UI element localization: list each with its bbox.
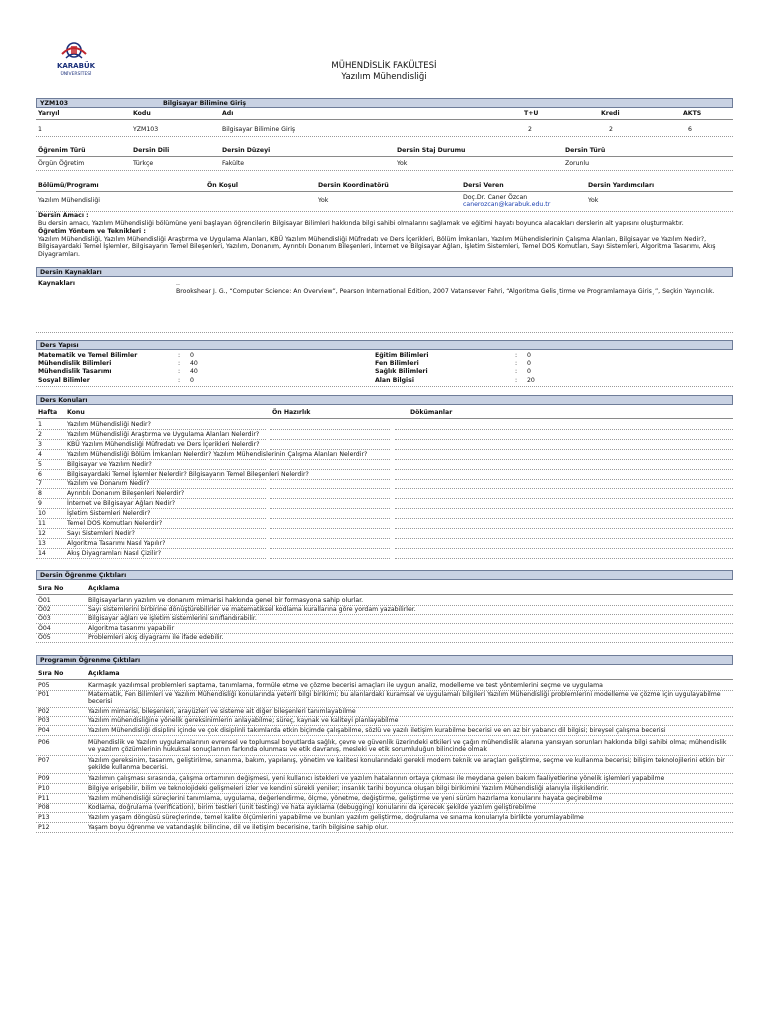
topic-divider — [395, 469, 733, 470]
topic-text: Akış Diyagramları Nasıl Çizilir? — [67, 550, 162, 557]
program-outcome-text: Yazılımın çalışması sırasında, çalışma ortamının değişmesi, yeni kullanıcı istekleri ve yazılım hatalarının ortaya çıkması ile meydana gelen bakım faaliyetlerine yönelik işlemleri yapabilme — [88, 775, 665, 782]
program-outcomes-bar — [36, 655, 733, 665]
topic-week: 9 — [38, 500, 42, 507]
topic-week: 1 — [38, 421, 42, 428]
topic-week: 4 — [38, 451, 42, 458]
topic-divider — [36, 538, 266, 539]
topic-divider — [270, 498, 390, 499]
topics-bar — [36, 395, 733, 405]
topic-divider — [270, 538, 390, 539]
resources-divider — [36, 332, 733, 333]
outcomes-bar — [36, 570, 733, 580]
topic-text: Temel DOS Komutları Nelerdir? — [67, 520, 163, 527]
program-outcome-text: Yazılım gereksinim, tasarım, geliştirilme, sınanma, bakım, yapılanış, yönetim ve kalitesi konularındaki gerekli modern teknik ve araçları geliştirme, seçme ve kullanma becerisi; bilişim teknolojilerini etkin bir şekilde kullanma becerisi. — [88, 757, 725, 772]
program-outcome-text: Matematik, Fen Bilimleri ve Yazılım Mühendisliği konularında yeterli bilgi birikimi; bu alanlardaki kuramsal ve uygulamalı bilgileri Yazılım Mühendisliği problemlerini modelleme ve çözme için uygulayabilme becerisi — [88, 691, 721, 706]
topic-divider — [270, 488, 390, 489]
topic-divider — [270, 429, 390, 430]
topic-divider — [36, 469, 266, 470]
svg-text:ÜNİVERSİTESİ: ÜNİVERSİTESİ — [60, 72, 92, 77]
structure-label: Fen Bilimleri — [375, 360, 419, 367]
program-outcomes-header-row — [36, 669, 733, 680]
col-kodu: Kodu — [133, 110, 151, 117]
col-staj-durumu: Dersin Staj Durumu — [397, 147, 466, 154]
topic-divider — [36, 429, 266, 430]
outcome-no: Ö03 — [38, 615, 51, 622]
val-dersin-dili: Türkçe — [133, 160, 154, 167]
structure-bar — [36, 340, 733, 350]
val-koordinator: Yok — [318, 197, 329, 204]
program-outcome-text: Bilgiye erişebilir, bilim ve teknolojideki gelişmeleri izler ve kendini sürekli yeniler; insanlık tarihi boyunca oluşan bilgi birikimini Yazılım Mühendisliği alanıyla ilişkilendirir. — [88, 785, 609, 792]
topic-divider — [270, 469, 390, 470]
structure-value: 40 — [190, 360, 198, 367]
structure-label: Alan Bilgisi — [375, 377, 414, 384]
col-dersin-dili: Dersin Dili — [133, 147, 170, 154]
structure-colon: : — [178, 360, 181, 367]
structure-colon: : — [178, 368, 181, 375]
lecturer-email-link[interactable]: canerozcan@karabuk.edu.tr — [463, 201, 551, 208]
col-dersi-veren: Dersi Veren — [463, 182, 504, 189]
info1-values-row — [36, 160, 733, 171]
structure-colon: : — [178, 352, 181, 359]
val-kodu: YZM103 — [133, 126, 159, 133]
col-akts: AKTS — [683, 110, 702, 117]
structure-value: 20 — [527, 377, 535, 384]
topic-divider — [36, 498, 266, 499]
topic-text: Algoritma Tasarımı Nasıl Yapılır? — [67, 540, 166, 547]
outcome-text: Algoritma tasarımı yapabilir — [88, 625, 175, 632]
topic-text: Yazılım Mühendisliği Araştırma ve Uygulama Alanları Nelerdir? — [67, 431, 260, 438]
col-dokumanlar: Dökümanlar — [410, 409, 453, 416]
course-values-row — [36, 126, 733, 137]
topic-divider — [395, 449, 733, 450]
course-bar — [36, 98, 733, 108]
structure-colon: : — [515, 360, 518, 367]
topic-week: 2 — [38, 431, 42, 438]
program-outcome-divider — [36, 822, 733, 823]
program-outcome-no: P13 — [38, 814, 50, 821]
topic-divider — [270, 558, 390, 559]
topic-week: 8 — [38, 490, 42, 497]
topic-week: 3 — [38, 441, 42, 448]
col-konu: Konu — [67, 409, 85, 416]
aim-title: Dersin Amacı : — [38, 212, 89, 219]
course-code-bar: YZM103 — [40, 100, 69, 107]
val-kredi: 2 — [609, 126, 613, 133]
resources-label: Kaynakları — [38, 280, 75, 287]
col-yariyil: Yarıyıl — [38, 110, 60, 117]
program-outcome-text: Kodlama, doğrulama (verification), birim testleri (unit testing) ve hata ayıklama (debugging) konularını da içerecek şekilde yazılım geliştirebilme — [88, 804, 537, 811]
structure-colon: : — [515, 352, 518, 359]
topic-divider — [395, 459, 733, 460]
program-outcome-text: Yazılım yaşam döngüsü süreçlerinde, temel kalite ölçümlerini yapabilme ve bunları yazılım geliştirme, doğrulama ve sınama konularıyla birlikte yorumlayabilme — [88, 814, 584, 821]
outcome-divider — [36, 642, 733, 643]
topic-divider — [395, 558, 733, 559]
col-aciklama: Açıklama — [88, 585, 120, 592]
info1-header-row — [36, 146, 733, 157]
program-outcome-no: P10 — [38, 785, 50, 792]
program-outcome-no: P07 — [38, 757, 50, 764]
structure-bar-label: Ders Yapısı — [40, 342, 79, 349]
topic-divider — [270, 459, 390, 460]
val-tu: 2 — [528, 126, 532, 133]
val-yariyil: 1 — [38, 126, 42, 133]
topic-divider — [395, 538, 733, 539]
topic-divider — [395, 508, 733, 509]
topic-divider — [395, 429, 733, 430]
topic-divider — [36, 508, 266, 509]
outcome-divider — [36, 623, 733, 624]
structure-colon: : — [515, 368, 518, 375]
topic-divider — [395, 479, 733, 480]
structure-value: 0 — [527, 368, 531, 375]
topic-divider — [36, 548, 266, 549]
program-outcome-no: P06 — [38, 739, 50, 746]
val-dersin-turu: Zorunlu — [565, 160, 590, 167]
col-on-kosul: Ön Koşul — [207, 182, 238, 189]
outcome-text: Problemleri akış diyagramı ile ifade edebilir. — [88, 634, 224, 641]
col-dersin-duzeyi: Dersin Düzeyi — [222, 147, 271, 154]
program-outcome-no: P04 — [38, 727, 50, 734]
program-outcome-no: P11 — [38, 795, 50, 802]
topic-week: 12 — [38, 530, 46, 537]
topic-week: 6 — [38, 471, 42, 478]
topic-divider — [36, 488, 266, 489]
program-outcome-text: Yazılım mimarisi, bileşenleri, arayüzleri ve sisteme ait diğer bileşenleri tanımlayabilme — [88, 708, 356, 715]
topic-divider — [395, 488, 733, 489]
resources-dots: .. — [176, 280, 180, 287]
outcome-no: Ö05 — [38, 634, 51, 641]
program-outcome-text: Yazılım Mühendisliği disiplini içinde ve çok disiplinli takımlarda etkin biçimde çalışabilme, sözlü ve yazılı iletişim kurabilme becerisi ve en az bir yabancı dil bilgisi; bireysel çalışma becerisi — [88, 727, 666, 734]
topic-text: Bilgisayar ve Yazılım Nedir? — [67, 461, 152, 468]
topic-text: Yazılım ve Donanım Nedir? — [67, 480, 150, 487]
outcomes-bar-label: Dersin Öğrenme Çıktıları — [40, 572, 127, 579]
topic-divider — [270, 508, 390, 509]
topic-text: İşletim Sistemleri Nelerdir? — [67, 510, 151, 517]
info2-values-row — [36, 194, 733, 212]
col-aciklama: Açıklama — [88, 670, 120, 677]
col-tu: T+U — [524, 110, 539, 117]
topic-divider — [270, 528, 390, 529]
topics-header-row — [36, 408, 733, 419]
val-akts: 6 — [688, 126, 692, 133]
program-outcome-no: P05 — [38, 682, 50, 689]
program-outcome-no: P03 — [38, 717, 50, 724]
col-sira-no: Sıra No — [38, 585, 64, 592]
program-outcome-no: P08 — [38, 804, 50, 811]
program-outcome-text: Yazılım mühendisliğine yönelik gereksinimlerin anlayabilme; süreç, kaynak ve kaliteyi planlayabilme — [88, 717, 399, 724]
topic-week: 10 — [38, 510, 46, 517]
col-koordinator: Dersin Koordinatörü — [318, 182, 389, 189]
topics-bar-label: Ders Konuları — [40, 397, 88, 404]
topic-divider — [36, 439, 266, 440]
program-outcomes-bar-label: Programın Öğrenme Çıktıları — [40, 657, 141, 664]
structure-value: 40 — [190, 368, 198, 375]
topic-text: Yazılım Mühendisliği Nedir? — [67, 421, 151, 428]
col-ogrenim-turu: Öğrenim Türü — [38, 147, 86, 154]
val-lecturer: Doç.Dr. Caner Özcan — [463, 194, 528, 201]
faculty-title: MÜHENDİSLİK FAKÜLTESİ — [331, 61, 437, 71]
structure-label: Sosyal Bilimler — [38, 377, 90, 384]
topic-week: 7 — [38, 480, 42, 487]
topic-week: 14 — [38, 550, 46, 557]
col-sira-no: Sıra No — [38, 670, 64, 677]
topic-divider — [270, 439, 390, 440]
aim-text: Bu dersin amacı, Yazılım Mühendisliği bölümüne yeni başlayan öğrencilerin Bilgisayar Bilimleri hakkında bilgi sahibi olmalarını sağlamak ve eğitimi hayatı boyunca alacakları derslerin alt yapısını oluşturmaktır. — [38, 220, 684, 227]
topic-divider — [270, 548, 390, 549]
structure-label: Mühendislik Bilimleri — [38, 360, 112, 367]
program-outcome-no: P12 — [38, 824, 50, 831]
structure-value: 0 — [527, 352, 531, 359]
topic-divider — [36, 449, 266, 450]
structure-label: Sağlık Bilimleri — [375, 368, 428, 375]
topic-text: Yazılım Mühendisliği Bölüm İmkanları Nelerdir? Yazılım Mühendislerinin Çalışma Alanları Nelerdir? — [67, 451, 368, 458]
topic-week: 11 — [38, 520, 46, 527]
val-program: Yazılım Mühendisliği — [38, 197, 100, 204]
val-adi: Bilgisayar Bilimine Giriş — [222, 126, 296, 133]
topic-divider — [270, 518, 390, 519]
resources-bar-label: Dersin Kaynakları — [40, 269, 102, 276]
structure-colon: : — [515, 377, 518, 384]
col-kredi: Kredi — [601, 110, 620, 117]
col-dersin-turu: Dersin Türü — [565, 147, 606, 154]
info2-header-row — [36, 181, 733, 192]
col-bolum: Bölümü/Programı — [38, 182, 99, 189]
topic-divider — [395, 439, 733, 440]
topic-week: 13 — [38, 540, 46, 547]
topic-divider — [395, 548, 733, 549]
course-name-bar: Bilgisayar Bilimine Giriş — [163, 100, 247, 107]
structure-value: 0 — [190, 377, 194, 384]
program-outcome-text: Karmaşık yazılımsal problemleri saptama, tanımlama, formüle etme ve çözme becerisi amaçları ile uygun analiz, modelleme ve test yöntemlerini seçme ve uygulama — [88, 682, 603, 689]
outcome-text: Bilgisayarların yazılım ve donanım mimarisi hakkında genel bir formasyona sahip olurlar. — [88, 597, 364, 604]
structure-value: 0 — [190, 352, 194, 359]
structure-value: 0 — [527, 360, 531, 367]
program-outcome-text: Mühendislik ve Yazılım uygulamalarının evrensel ve toplumsal boyutlarda sağlık, çevre ve güvenlik üzerindeki etkileri ve çağın mühendislik alanına yansıyan sorunları hakkında bilgi sahibi olma; mühendislik ve yazılım çözümlerinin hukuksal sonuçlarının farkında olunması ve etik davranış, mesleki ve etik sorumluluğun bilincinde olmak — [88, 739, 727, 754]
topic-divider — [36, 518, 266, 519]
structure-label: Matematik ve Temel Bilimler — [38, 352, 138, 359]
structure-colon: : — [178, 377, 181, 384]
topic-divider — [36, 528, 266, 529]
structure-divider — [36, 386, 733, 387]
topic-text: Ayrıntılı Donanım Bileşenleri Nelerdir? — [67, 490, 185, 497]
program-outcome-no: P01 — [38, 691, 50, 698]
outcome-text: Sayı sistemlerini birbirine dönüştürebilirler ve matematiksel kodlama kurallarına göre yordam yazabilirler. — [88, 606, 416, 613]
topic-divider — [36, 459, 266, 460]
structure-label: Mühendislik Tasarımı — [38, 368, 112, 375]
program-outcome-no: P02 — [38, 708, 50, 715]
topic-divider — [270, 449, 390, 450]
topic-week: 5 — [38, 461, 42, 468]
topic-divider — [395, 528, 733, 529]
topic-divider — [395, 498, 733, 499]
col-on-hazirlik: Ön Hazırlık — [272, 409, 311, 416]
program-outcome-divider — [36, 773, 733, 774]
program-outcome-text: Yazılım mühendisliği süreçlerini tanımlama, uygulama, değerlendirme, ölçme, yönetme, değiştirme, geliştirme ve yeni sürüm hazırlama konularını hayata geçirebilme — [88, 795, 603, 802]
program-outcome-divider — [36, 783, 733, 784]
resources-text: Brookshear J. G., “Computer Science: An Overview”, Pearson International Edition, 2007 Vatansever Fahri, “Algoritma Gelis¸tirme ve Programlamaya Giris¸”, Seçkin Yayıncılık. — [176, 288, 715, 295]
topic-divider — [395, 518, 733, 519]
topic-text: KBÜ Yazılım Mühendisliği Müfredatı ve Ders İçerikleri Nelerdir? — [67, 441, 260, 448]
topic-divider — [36, 558, 266, 559]
val-ogrenim-turu: Örgün Öğretim — [38, 160, 85, 167]
course-header-row — [36, 109, 733, 120]
program-outcome-divider — [36, 793, 733, 794]
val-staj-durumu: Yok — [397, 160, 408, 167]
outcome-no: Ö04 — [38, 625, 51, 632]
outcome-no: Ö01 — [38, 597, 51, 604]
val-yardimcilar: Yok — [588, 197, 599, 204]
col-hafta: Hafta — [38, 409, 58, 416]
resources-bar — [36, 267, 733, 277]
program-outcome-divider — [36, 735, 733, 736]
svg-text:KARABÜK: KARABÜK — [56, 62, 96, 70]
topic-text: Bilgisayardaki Temel İşlemler Nelerdir? Bilgisayarın Temel Bileşenleri Nelerdir? — [67, 471, 309, 478]
department-title: Yazılım Mühendisliği — [341, 72, 427, 82]
methods-title: Öğretim Yöntem ve Teknikleri : — [38, 228, 146, 235]
structure-label: Eğitim Bilimleri — [375, 352, 429, 359]
outcome-text: Bilgisayar ağları ve işletim sistemlerini sınıflandırabilir. — [88, 615, 257, 622]
col-yardimcilar: Dersin Yardımcıları — [588, 182, 655, 189]
program-outcome-divider — [36, 755, 733, 756]
program-outcome-no: P09 — [38, 775, 50, 782]
program-outcome-divider — [36, 832, 733, 833]
methods-text: Yazılım Mühendisliği, Yazılım Mühendisliği Araştırma ve Uygulama Alanları, KBÜ Yazılım Mühendisliği Müfredatı ve Ders İçerikleri, Bölüm İmkanları, Yazılım Mühendislerinin Çalışma Alanları, Bilgisayar ve Yazılım Nedir?, Bilgisayardaki Temel İşlemler, Bilgisayarın Temel Bileşenleri, Yazılım, Donanım, Ayrıntılı Donanım Bileşenleri, İnternet ve Bilgisayar Ağları, İşletim Sistemleri, Temel DOS Komutları, Sayı Sistemleri, Algoritma Tasarımı, Akış Diyagramları. — [38, 236, 716, 258]
program-outcome-divider — [36, 725, 733, 726]
topic-text: Sayı Sistemleri Nedir? — [67, 530, 135, 537]
outcome-no: Ö02 — [38, 606, 51, 613]
program-outcome-text: Yaşam boyu öğrenme ve vatandaşlık bilincine, dil ve iletişim becerisine, tarih bilgisine sahip olur. — [88, 824, 389, 831]
topic-text: İnternet ve Bilgisayar Ağları Nedir? — [67, 500, 176, 507]
col-adi: Adı — [222, 110, 234, 117]
program-outcome-divider — [36, 812, 733, 813]
outcomes-header-row — [36, 584, 733, 595]
val-dersin-duzeyi: Fakülte — [222, 160, 245, 167]
topic-divider — [270, 479, 390, 480]
